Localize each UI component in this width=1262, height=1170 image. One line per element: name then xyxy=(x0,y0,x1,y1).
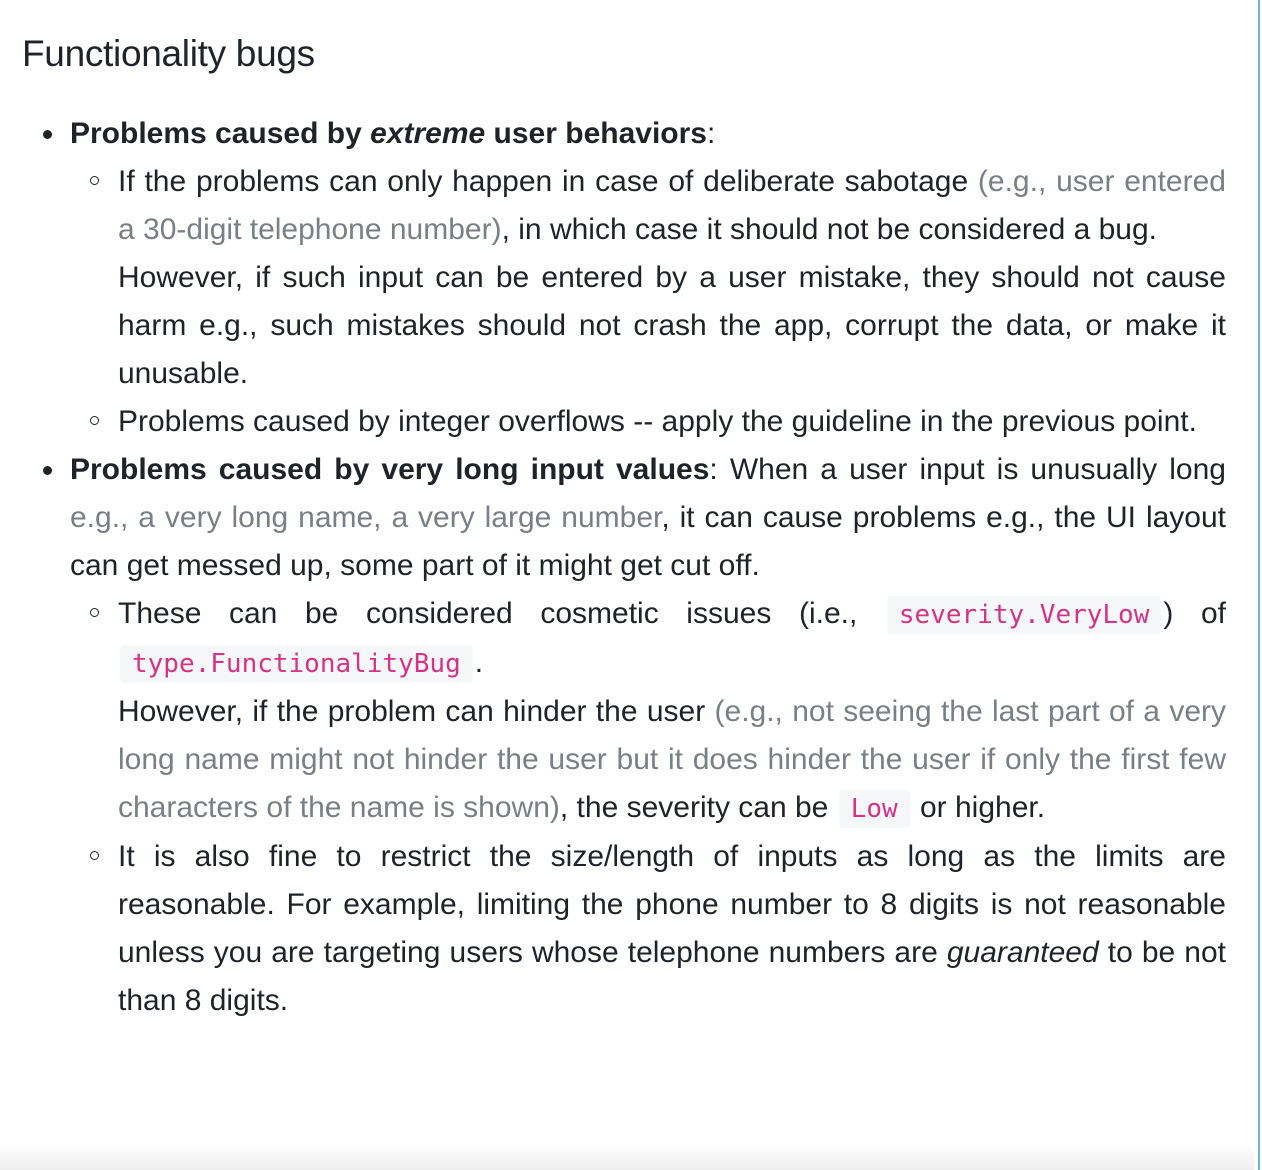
sub-item-cosmetic-issues: These can be considered cosmetic issues (i.e., severity.VeryLow ) of type.FunctionalityBug . However, if the problem can hinder the user (e.g., not seeing the last part of a very long name might not hinder the user but it does hinder the user if only the first few characters of the name is shown), the severity can be Low or higher. xyxy=(118,590,1226,833)
bug-category-list xyxy=(70,110,1226,1025)
scroll-edge-border xyxy=(1258,0,1260,1170)
sub-list xyxy=(70,158,1226,446)
functionality-bug-type-code: type.FunctionalityBug xyxy=(120,645,473,683)
item-title: Problems caused by very long input values xyxy=(70,453,710,486)
list-item-long-input-values: Problems caused by very long input values: When a user input is unusually long e.g., a very long name, a very large number, it can cause problems e.g., the UI layout can get messed up, some part of it might get cut off. These can be considered cosmetic issues (i.e., severity.VeryLow ) of type.FunctionalityBug . However, if the problem can hinder the user (e.g., not seeing the last part of a very long name might not hinder the user but it does hinder the user if only the first few characters of the name is shown), the severity can be Low or higher. It is also fine to restrict the size/length of inputs as long as the limits are reasonable. For example, limiting the phone number to 8 digits is not reasonable unless you are targeting users whose telephone numbers are guaranteed to be not than 8 digits. xyxy=(70,446,1226,1025)
sub-item-integer-overflow: Problems caused by integer overflows -- apply the guideline in the previous point. xyxy=(118,398,1226,446)
sub-item-restrict-input-length: It is also fine to restrict the size/length of inputs as long as the limits are reasonable. For example, limiting the phone number to 8 digits is not reasonable unless you are targeting users whose telephone numbers are guaranteed to be not than 8 digits. xyxy=(118,833,1226,1025)
severity-very-low-code: severity.VeryLow xyxy=(887,596,1161,634)
section-heading: Functionality bugs xyxy=(22,33,315,74)
sub-item-deliberate-sabotage: If the problems can only happen in case of deliberate sabotage (e.g., user entered a 30-digit telephone number), in which case it should not be considered a bug. However, if such input can be entered by a user mistake, they should not cause harm e.g., such mistakes should not crash the app, corrupt the data, or make it unusable. xyxy=(118,158,1226,398)
list-item-extreme-behaviors: Problems caused by extreme user behaviors: If the problems can only happen in case of deliberate sabotage (e.g., user entered a 30-digit telephone number), in which case it should not be considered a bug. However, if such input can be entered by a user mistake, they should not cause harm e.g., such mistakes should not crash the app, corrupt the data, or make it unusable. Problems caused by integer overflows -- apply the guideline in the previous point. xyxy=(70,110,1226,446)
sub-list xyxy=(70,590,1226,1025)
severity-low-code: Low xyxy=(839,790,910,828)
bottom-fade xyxy=(0,1144,1254,1170)
item-title: Problems caused by extreme user behaviors xyxy=(70,117,707,150)
